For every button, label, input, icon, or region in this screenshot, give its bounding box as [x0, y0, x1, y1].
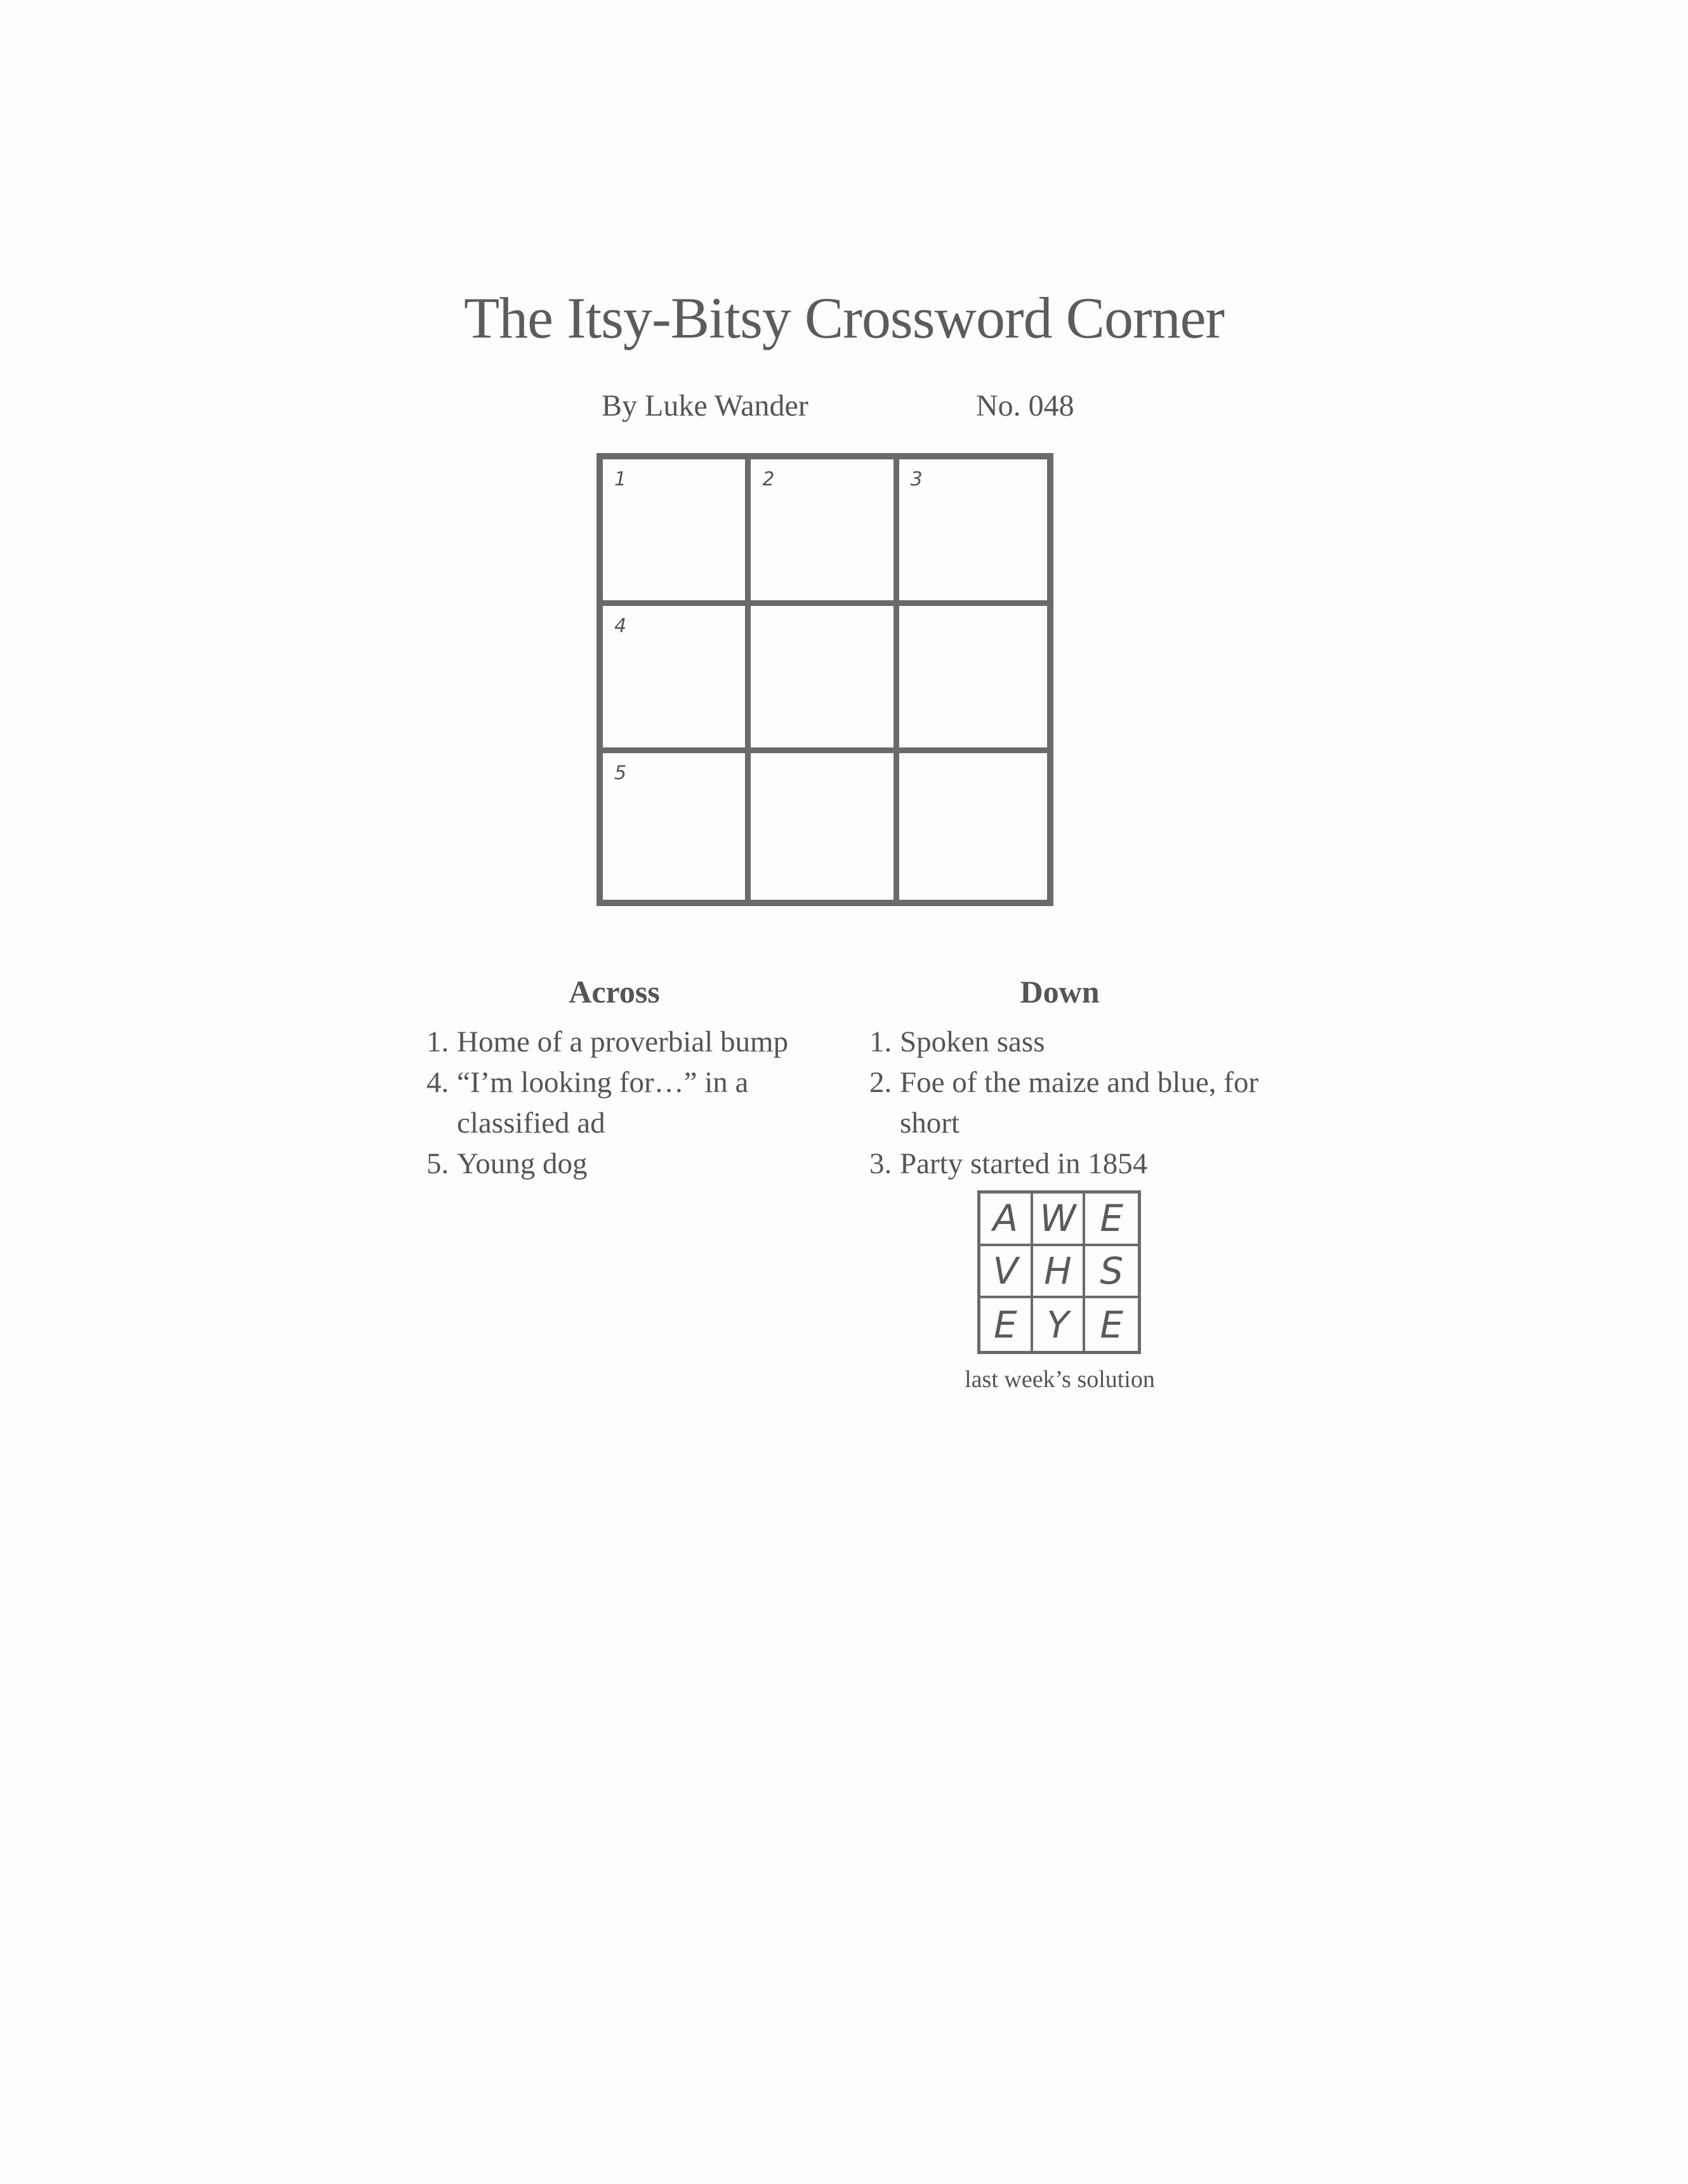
solution-cell: A: [980, 1194, 1033, 1246]
down-heading: Down: [1020, 974, 1100, 1010]
solution-cell: Y: [1033, 1298, 1086, 1351]
clue-text: Home of a proverbial bump: [457, 1025, 789, 1058]
solution-cell: S: [1085, 1246, 1138, 1299]
down-clue: [869, 1022, 1263, 1062]
across-clue: [426, 1022, 833, 1062]
clue-number: 1.: [426, 1025, 449, 1058]
clue-text: Party started in 1854: [900, 1147, 1148, 1180]
solution-cell: E: [1085, 1194, 1138, 1246]
clue-text: Foe of the maize and blue, for short: [900, 1066, 1259, 1140]
solution-caption: last week’s solution: [965, 1366, 1155, 1393]
down-clue: [869, 1143, 1263, 1184]
clue-number: 3.: [869, 1147, 892, 1180]
clue-number: 1.: [869, 1025, 892, 1058]
across-clue-list: [426, 1022, 833, 1184]
cell-number: 2: [762, 468, 775, 490]
page-title: The Itsy-Bitsy Crossword Corner: [463, 286, 1225, 350]
solution-cell: W: [1033, 1194, 1086, 1246]
grid-cell[interactable]: [603, 753, 751, 900]
clue-number: 2.: [869, 1066, 892, 1099]
down-clue: [869, 1062, 1263, 1143]
issue-number: No. 048: [976, 389, 1074, 423]
grid-cell[interactable]: [899, 753, 1047, 900]
clue-text: Spoken sass: [900, 1025, 1045, 1058]
grid-cell[interactable]: [603, 459, 751, 606]
solution-cell: V: [980, 1246, 1033, 1299]
clue-number: 5.: [426, 1147, 449, 1180]
clue-number: 4.: [426, 1066, 449, 1099]
cell-number: 4: [614, 615, 627, 638]
solution-cell: H: [1033, 1246, 1086, 1299]
author-byline: By Luke Wander: [602, 389, 808, 423]
crossword-grid: [597, 453, 1053, 906]
cell-number: 5: [614, 761, 627, 784]
cell-number: 1: [614, 468, 627, 490]
solution-cell: E: [1100, 1303, 1123, 1346]
across-clue: [426, 1143, 833, 1184]
grid-cell[interactable]: [899, 606, 1047, 753]
grid-cell[interactable]: [899, 459, 1047, 606]
grid-cell[interactable]: [751, 753, 899, 900]
solution-cell: E: [980, 1298, 1033, 1351]
clue-text: Young dog: [457, 1147, 588, 1180]
grid-cell[interactable]: [603, 606, 751, 753]
across-heading: Across: [569, 974, 660, 1010]
grid-cell[interactable]: [751, 606, 899, 753]
clue-text: “I’m looking for…” in a classified ad: [457, 1066, 749, 1140]
solution-grid: [977, 1190, 1141, 1354]
cell-number: 3: [910, 468, 923, 490]
grid-cell[interactable]: [751, 459, 899, 606]
down-clue-list: [869, 1022, 1263, 1184]
across-clue: [426, 1062, 833, 1143]
